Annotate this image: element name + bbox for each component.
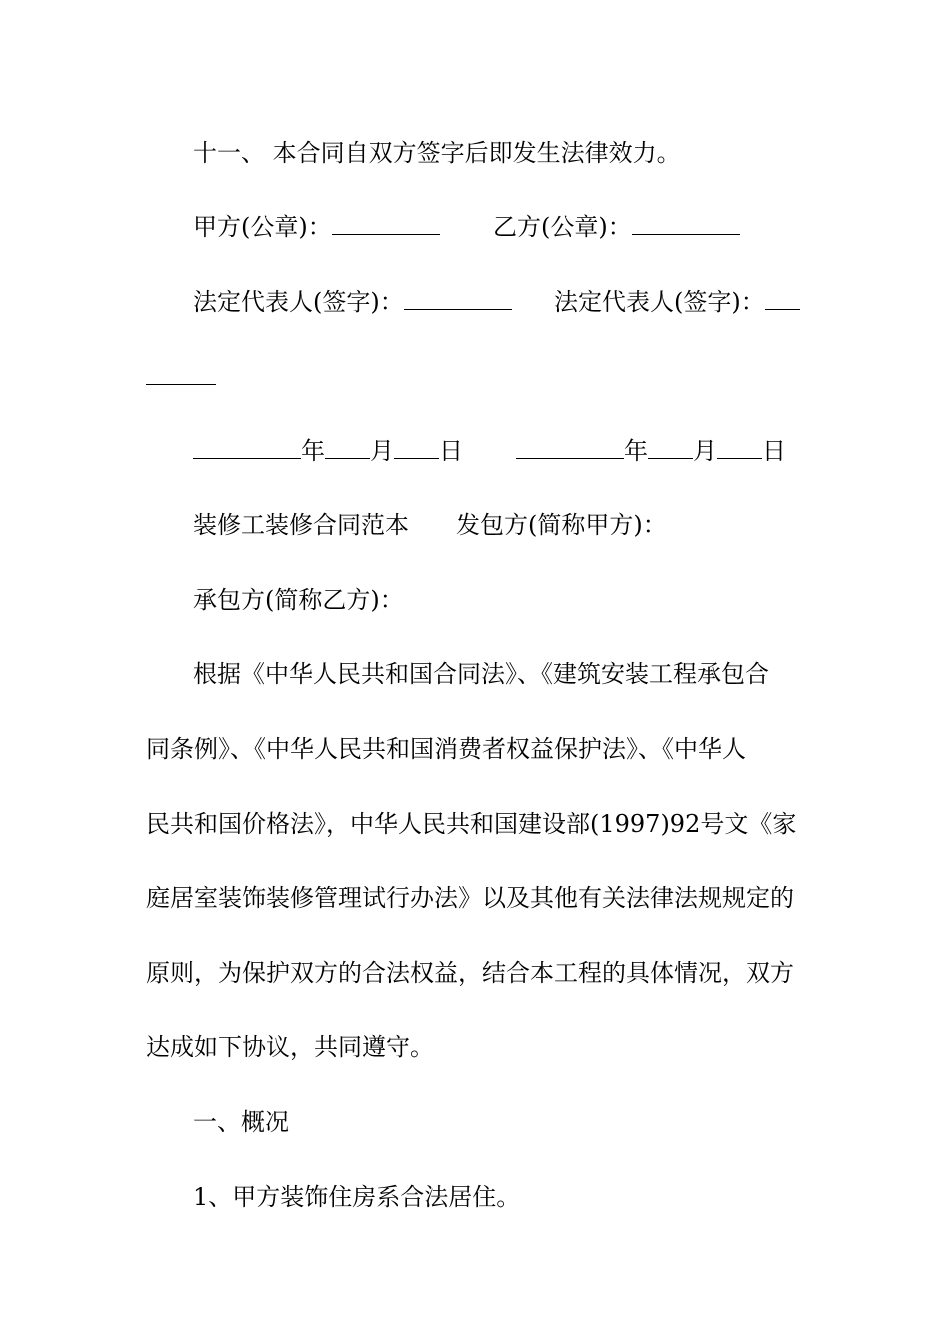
date-b bbox=[516, 435, 786, 467]
date-b-month-label: 月 bbox=[693, 437, 717, 465]
legal-rep-b-label: 法定代表人(签字)： bbox=[554, 288, 765, 316]
date-a-month-label: 月 bbox=[370, 437, 394, 465]
contractor-label: 承包方(简称乙方)： bbox=[193, 586, 404, 614]
date-a bbox=[193, 435, 463, 467]
legal-rep-b-blank-part2 bbox=[146, 361, 216, 393]
section-heading: 一、概况 bbox=[193, 1108, 289, 1136]
date-a-day-label: 日 bbox=[439, 437, 463, 465]
item-1: 1、甲方装饰住房系合法居住。 bbox=[193, 1183, 521, 1211]
date-a-month-blank bbox=[325, 436, 370, 459]
party-a-seal bbox=[193, 211, 440, 243]
preamble-line: 达成如下协议，共同遵守。 bbox=[146, 1033, 434, 1061]
party-b-seal-label: 乙方(公章)： bbox=[493, 213, 632, 241]
date-a-year-blank bbox=[193, 436, 301, 459]
preamble-line: 根据《中华人民共和国合同法》、《建筑安装工程承包合 bbox=[193, 660, 769, 688]
legal-rep-a bbox=[193, 286, 512, 318]
clause-11-text: 十一、 本合同自双方签字后即发生法律效力。 bbox=[193, 139, 681, 167]
date-b-year-label: 年 bbox=[624, 437, 648, 465]
date-b-day-label: 日 bbox=[762, 437, 786, 465]
legal-rep-a-blank bbox=[404, 287, 512, 310]
employer-label: 发包方(简称甲方)： bbox=[456, 511, 667, 539]
preamble-line: 原则，为保护双方的合法权益，结合本工程的具体情况，双方 bbox=[146, 959, 794, 987]
contract-title: 装修工装修合同范本 bbox=[193, 511, 409, 539]
date-b-year-blank bbox=[516, 436, 624, 459]
legal-rep-a-label: 法定代表人(签字)： bbox=[193, 288, 404, 316]
date-a-year-label: 年 bbox=[301, 437, 325, 465]
date-a-day-blank bbox=[394, 436, 439, 459]
legal-rep-b bbox=[554, 286, 800, 318]
legal-rep-b-blank-part1 bbox=[765, 287, 800, 310]
party-a-seal-label: 甲方(公章)： bbox=[193, 213, 332, 241]
preamble-line: 庭居室装饰装修管理试行办法》以及其他有关法律法规规定的 bbox=[146, 884, 794, 912]
preamble-line: 同条例》、《中华人民共和国消费者权益保护法》、《中华人 bbox=[146, 735, 746, 763]
party-b-seal bbox=[493, 211, 740, 243]
party-b-seal-blank bbox=[632, 212, 740, 235]
party-a-seal-blank bbox=[332, 212, 440, 235]
date-b-day-blank bbox=[717, 436, 762, 459]
preamble-line: 民共和国价格法》，中华人民共和国建设部(1997)92号文《家 bbox=[146, 810, 797, 838]
date-b-month-blank bbox=[648, 436, 693, 459]
